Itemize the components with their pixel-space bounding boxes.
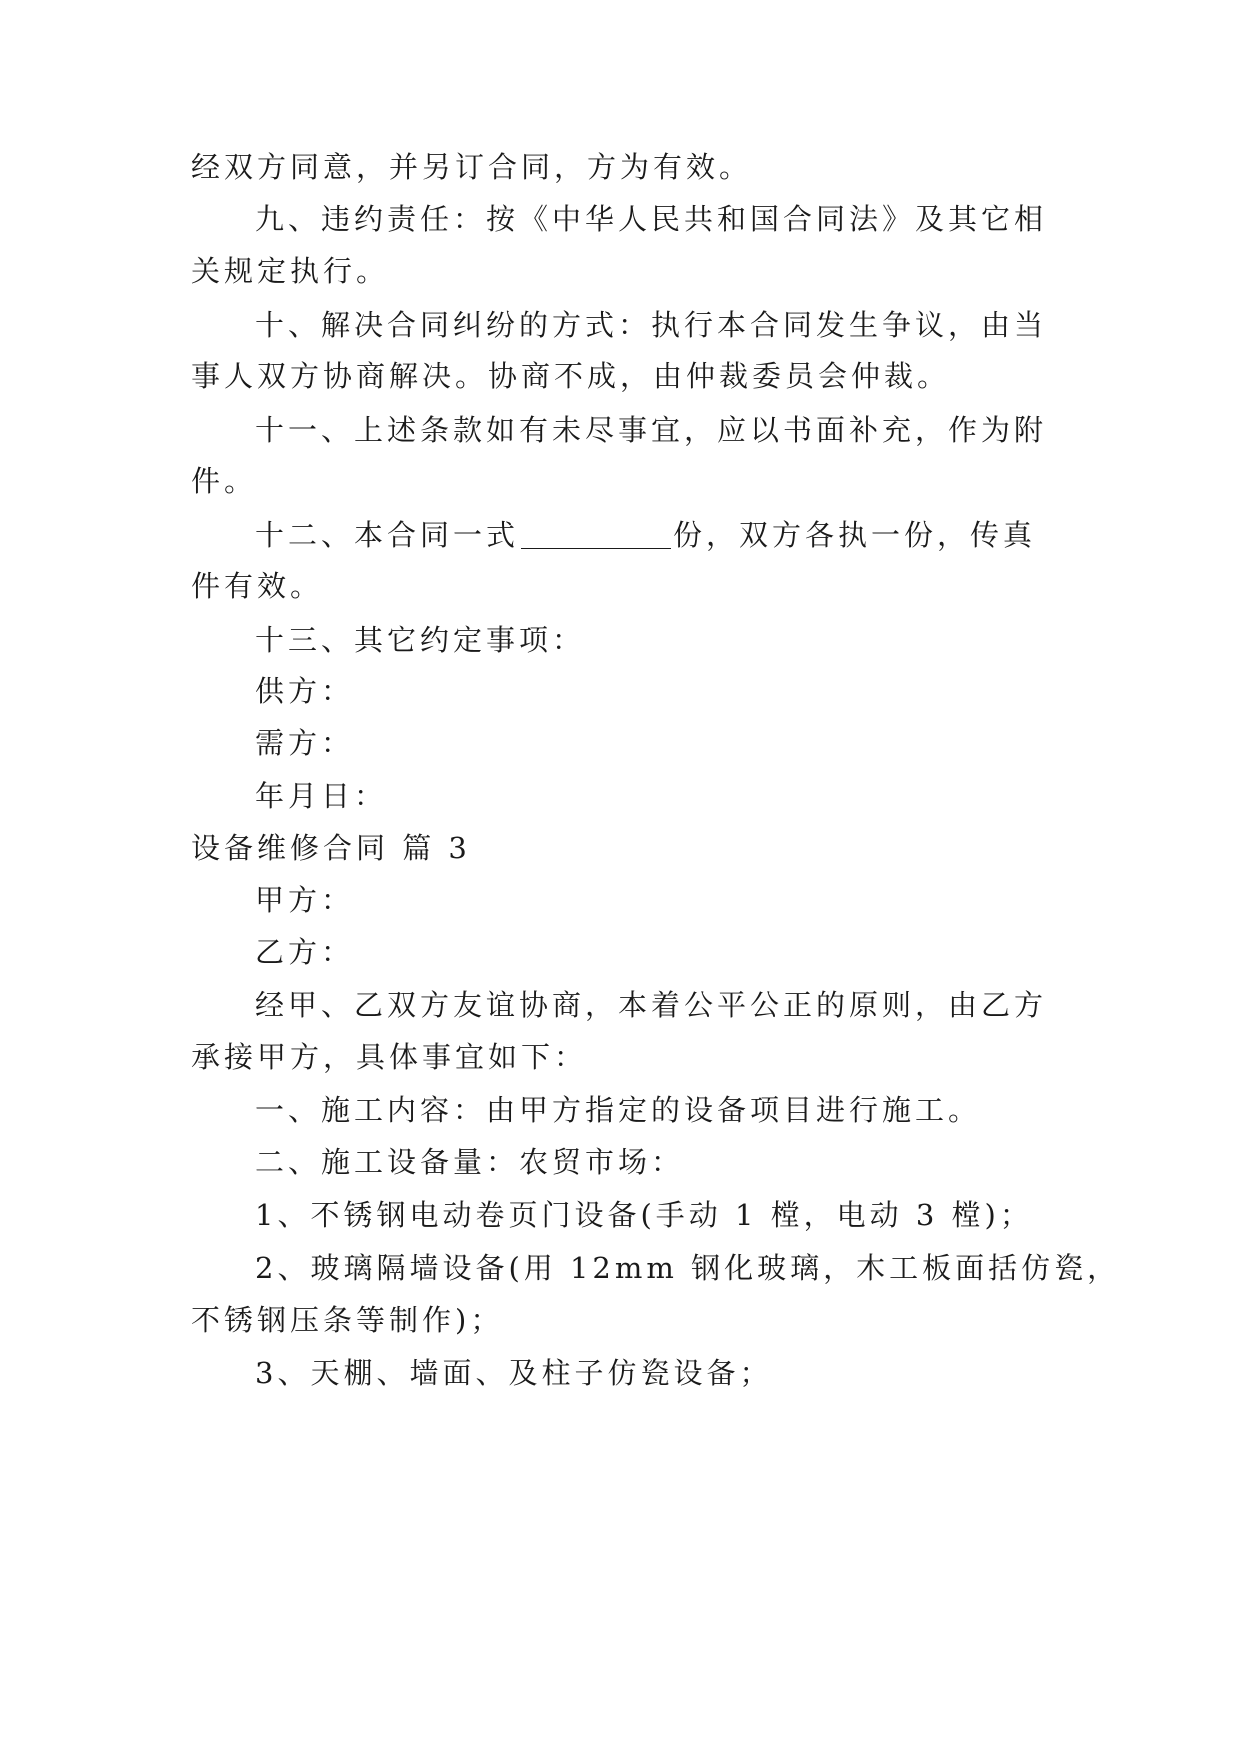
clause-9-line-1: 九、违约责任：按《中华人民共和国合同法》及其它相 bbox=[255, 202, 1048, 236]
clause-13: 十三、其它约定事项： bbox=[255, 623, 586, 657]
preamble-line-2: 承接甲方，具体事宜如下： bbox=[191, 1040, 588, 1074]
clause-10-line-1: 十、解决合同纠纷的方式：执行本合同发生争议，由当 bbox=[255, 308, 1048, 342]
copies-blank bbox=[521, 518, 671, 549]
party-a-label: 甲方： bbox=[255, 883, 355, 917]
clause-10-line-2: 事人双方协商解决。协商不成，由仲裁委员会仲裁。 bbox=[191, 359, 951, 393]
party-b-label: 乙方： bbox=[255, 935, 355, 969]
item-2-equipment-quantity: 二、施工设备量：农贸市场： bbox=[255, 1145, 685, 1179]
clause-12-line-1 bbox=[255, 515, 1055, 555]
preamble-line-1: 经甲、乙双方友谊协商，本着公平公正的原则，由乙方 bbox=[255, 988, 1048, 1022]
clause-9-line-2: 关规定执行。 bbox=[191, 254, 390, 288]
clause-12-text-before: 十二、本合同一式 bbox=[255, 518, 520, 552]
equipment-item-2-line-2: 不锈钢压条等制作)； bbox=[191, 1303, 504, 1337]
paragraph-line: 经双方同意，并另订合同，方为有效。 bbox=[191, 150, 753, 184]
equipment-item-3: 3、天棚、墙面、及柱子仿瓷设备； bbox=[255, 1356, 773, 1390]
clause-12-text-after: 份，双方各执一份，传真 bbox=[673, 518, 1037, 552]
clause-12-line-2: 件有效。 bbox=[191, 569, 324, 603]
equipment-item-1: 1、不锈钢电动卷页门设备(手动 1 樘，电动 3 樘)； bbox=[255, 1198, 1033, 1232]
clause-11-line-2: 件。 bbox=[191, 464, 258, 498]
clause-11-line-1: 十一、上述条款如有未尽事宜，应以书面补充，作为附 bbox=[255, 413, 1048, 447]
equipment-item-2-line-1: 2、玻璃隔墙设备(用 12mm 钢化玻璃，木工板面括仿瓷， bbox=[255, 1251, 1121, 1285]
buyer-label: 需方： bbox=[255, 726, 355, 760]
item-1-construction-content: 一、施工内容：由甲方指定的设备项目进行施工。 bbox=[255, 1093, 982, 1127]
date-label: 年月日： bbox=[255, 779, 388, 813]
supplier-label: 供方： bbox=[255, 674, 355, 708]
section-title: 设备维修合同 篇 3 bbox=[191, 831, 471, 865]
